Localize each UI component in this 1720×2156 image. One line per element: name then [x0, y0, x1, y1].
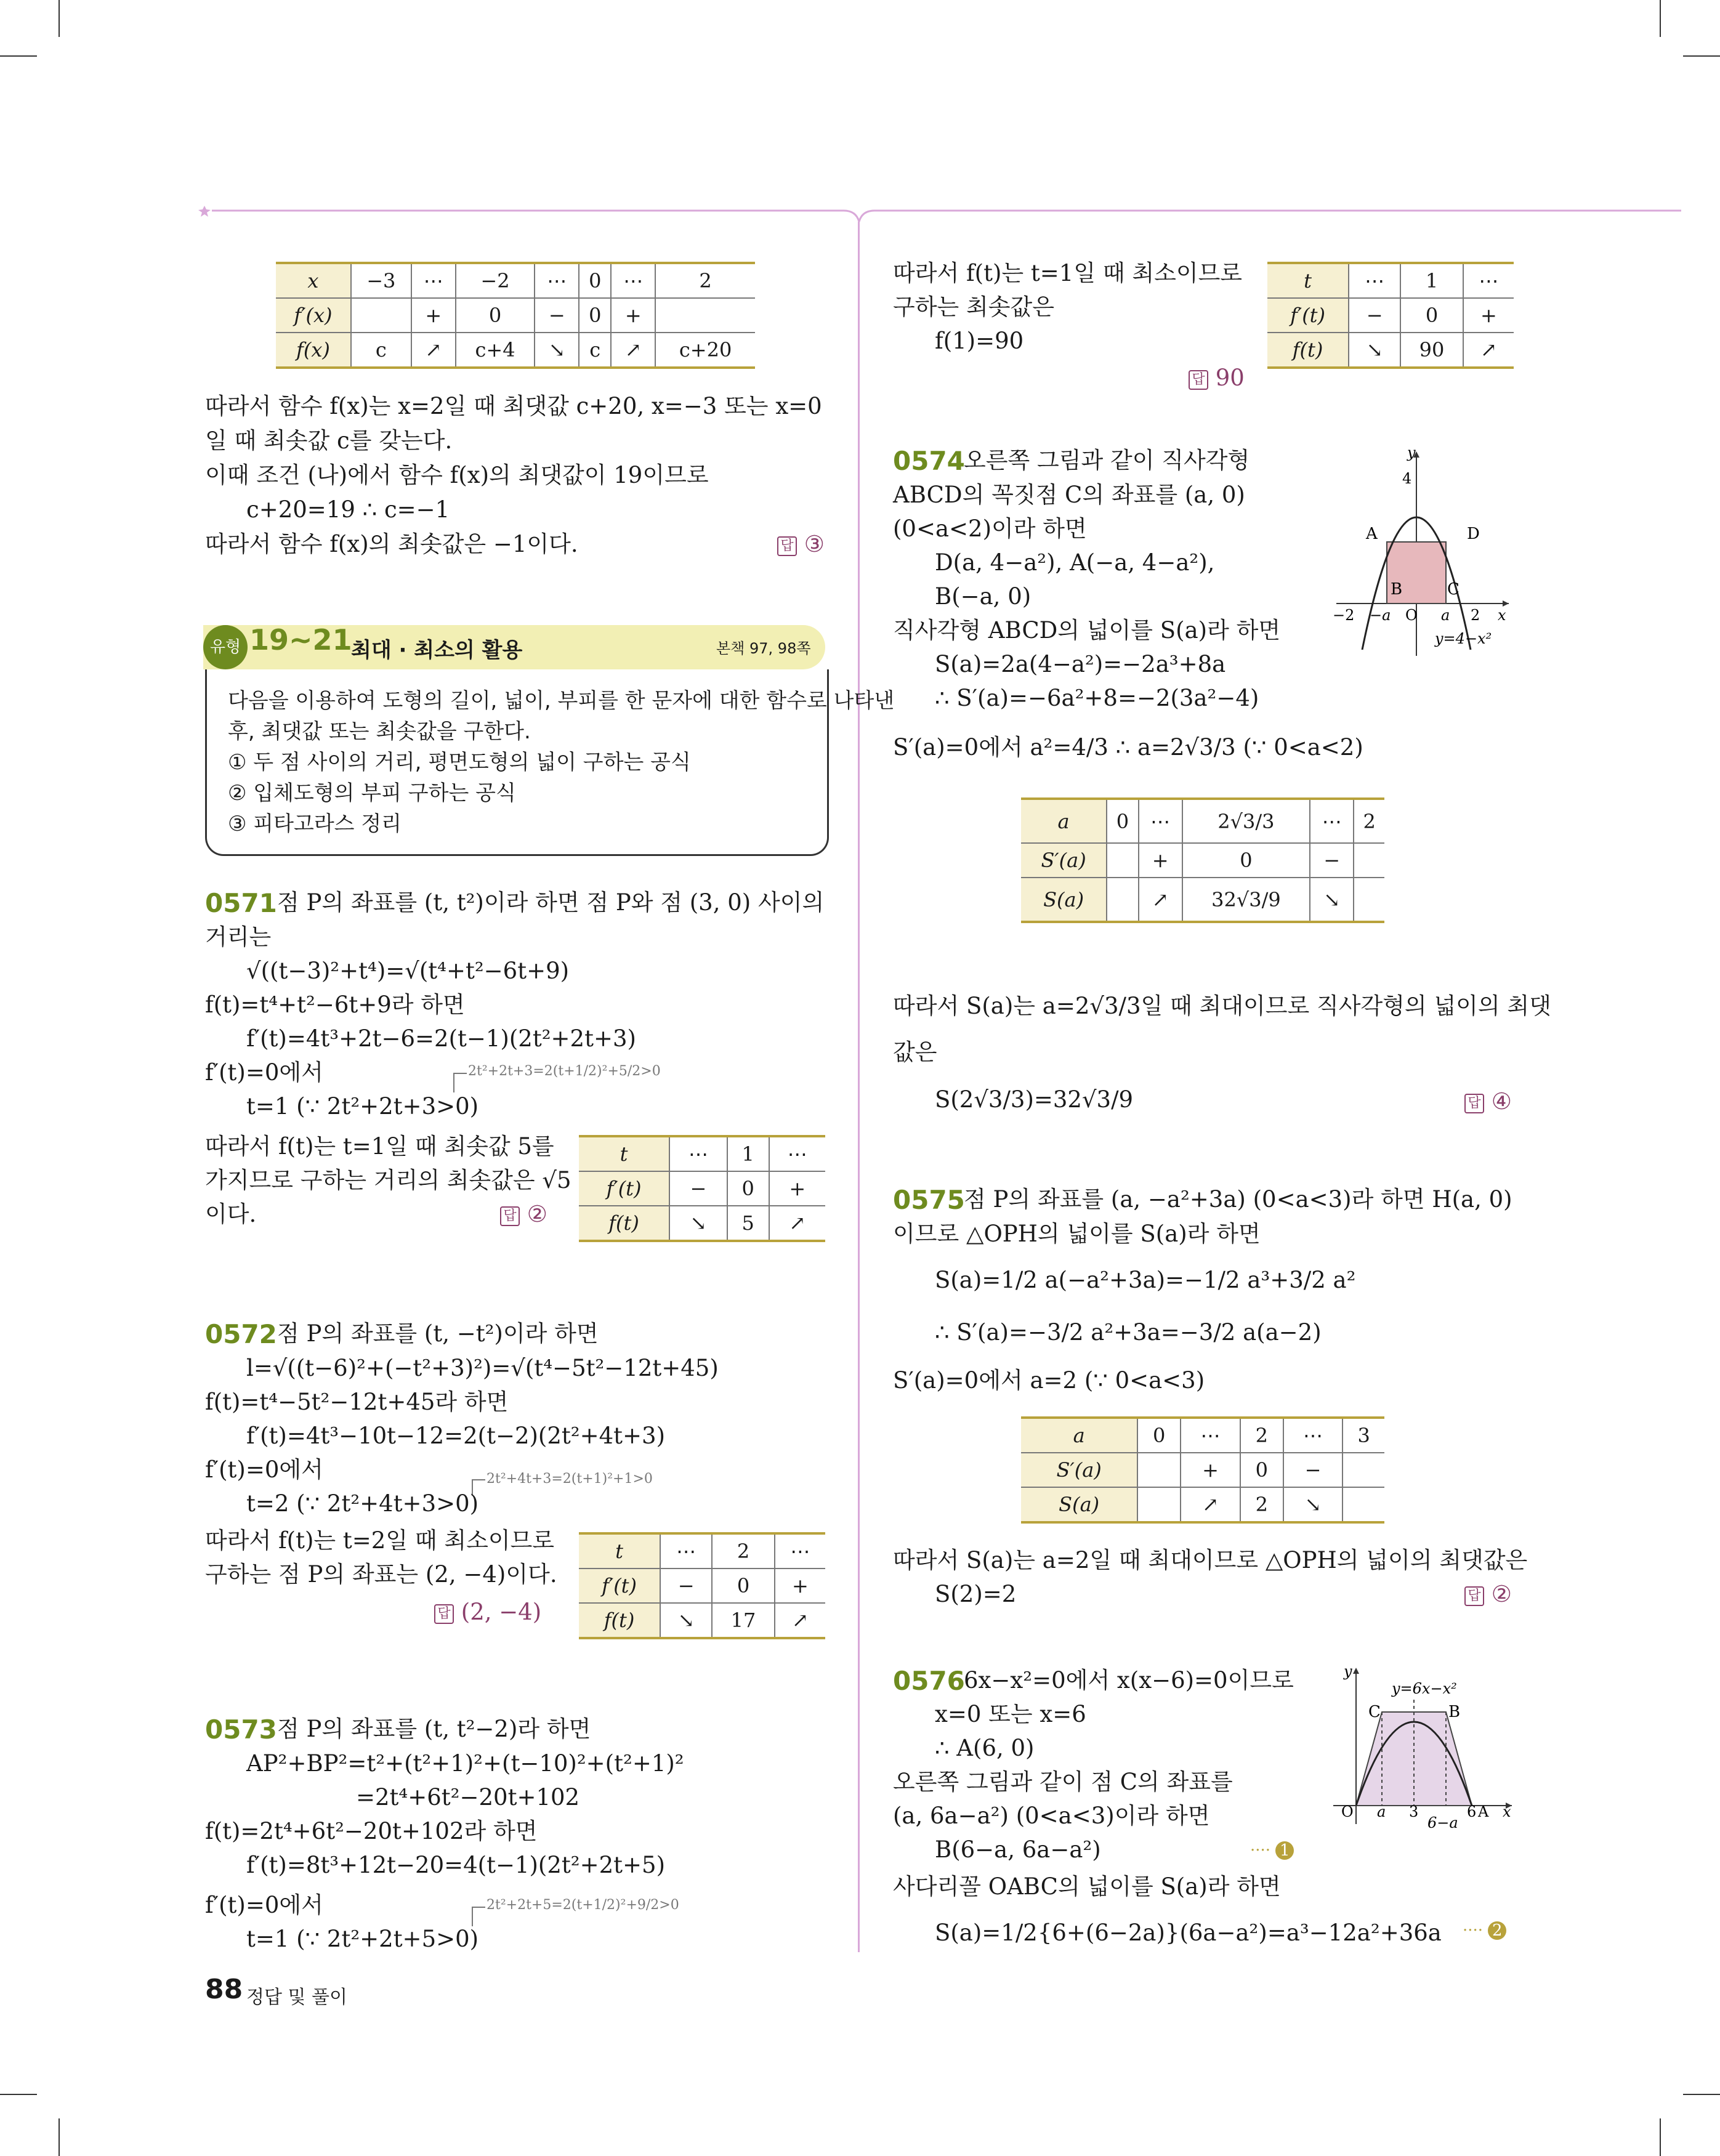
answer-icon: 답	[777, 536, 797, 556]
solution-line: 따라서 함수 f(x)의 최솟값은 −1이다.	[205, 531, 578, 557]
parabola-figure-0574	[1330, 446, 1515, 656]
point-label: B	[1448, 1703, 1461, 1721]
point-label: A	[1366, 525, 1378, 543]
solution-line: 직사각형 ABCD의 넓이를 S(a)라 하면	[893, 617, 1281, 644]
solution-line: f′(t)=0에서	[205, 1892, 323, 1918]
crop-mark	[0, 2094, 37, 2095]
solution-line: 이므로 △OPH의 넓이를 S(a)라 하면	[893, 1221, 1261, 1247]
solution-line: S(a)=1/2{6+(6−2a)}(6a−a²)=a³−12a²+36a	[935, 1920, 1442, 1946]
solution-line: 가지므로 구하는 거리의 최솟값은 √5	[205, 1167, 571, 1193]
table-row: f′(t) − 0 +	[579, 1171, 825, 1206]
table-row: a 0 ⋯ 2 ⋯ 3	[1021, 1418, 1384, 1453]
side-note: 2t²+2t+3=2(t+1/2)²+5/2>0	[468, 1064, 661, 1079]
problem-number: 0575	[893, 1185, 965, 1215]
variation-table-top-right	[1267, 262, 1514, 369]
solution-line: 값은	[893, 1039, 937, 1065]
answer-icon: 답	[1464, 1586, 1484, 1606]
solution-line: 구하는 최솟값은	[893, 294, 1054, 320]
variation-table-top	[276, 262, 755, 369]
solution-line: l=√((t−6)²+(−t²+3)²)=√(t⁴−5t²−12t+45)	[246, 1355, 719, 1381]
tick-label: −2	[1333, 607, 1355, 624]
solution-line: 점 P의 좌표를 (t, t²)이라 하면 점 P와 점 (3, 0) 사이의	[277, 889, 825, 916]
tick-label: 4	[1402, 470, 1412, 487]
solution-line: S(2√3/3)=32√3/9	[935, 1086, 1134, 1113]
axis-label: y	[1344, 1663, 1352, 1680]
solution-line: B(6−a, 6a−a²)	[935, 1836, 1101, 1863]
section-range: 19~21	[249, 623, 352, 656]
solution-line: 오른쪽 그림과 같이 직사각형	[964, 447, 1250, 474]
solution-line: 따라서 함수 f(x)는 x=2일 때 최댓값 c+20, x=−3 또는 x=0	[205, 393, 822, 419]
solution-line: S′(a)=0에서 a=2 (∵ 0<a<3)	[893, 1367, 1205, 1394]
header-rule	[197, 197, 1687, 228]
solution-line: (0<a<2)이라 하면	[893, 515, 1087, 542]
side-note: 2t²+4t+3=2(t+1)²+1>0	[487, 1471, 653, 1487]
solution-line: f′(t)=8t³+12t−20=4(t−1)(2t²+2t+5)	[246, 1852, 666, 1878]
axis-label: x	[1503, 1803, 1511, 1820]
section-badge: 유형	[203, 625, 248, 669]
crop-mark	[1660, 2118, 1661, 2156]
curve-label: y=4−x²	[1435, 630, 1492, 647]
solution-line: 거리는	[205, 924, 272, 950]
crop-mark	[1683, 55, 1720, 57]
solution-line: ∴ S′(a)=−3/2 a²+3a=−3/2 a(a−2)	[935, 1319, 1322, 1346]
solution-line: S(a)=2a(4−a²)=−2a³+8a	[935, 651, 1226, 677]
point-label: O	[1341, 1803, 1354, 1820]
solution-line: 따라서 S(a)는 a=2일 때 최대이므로 △OPH의 넓이의 최댓값은	[893, 1547, 1528, 1573]
solution-line: ABCD의 꼭짓점 C의 좌표를 (a, 0)	[893, 482, 1245, 508]
solution-line: S(2)=2	[935, 1581, 1017, 1607]
point-label: B	[1391, 580, 1403, 599]
point-label: C	[1447, 580, 1460, 599]
crop-mark	[0, 55, 37, 57]
answer-mark: 답 90	[1189, 363, 1245, 393]
answer-icon: 답	[434, 1604, 454, 1624]
tick-label: a	[1377, 1803, 1386, 1820]
solution-line: 사다리꼴 OABC의 넓이를 S(a)라 하면	[893, 1873, 1281, 1900]
side-note: 2t²+2t+5=2(t+1/2)²+9/2>0	[487, 1897, 679, 1913]
table-row: S′(a) + 0 −	[1021, 1453, 1384, 1487]
solution-line: (a, 6a−a²) (0<a<3)이라 하면	[893, 1803, 1210, 1829]
tick-label: 2	[1471, 607, 1480, 624]
answer-mark: 답 ③	[777, 530, 825, 559]
table-row: t ⋯ 1 ⋯	[1267, 263, 1514, 298]
solution-line: f(t)=t⁴−5t²−12t+45라 하면	[205, 1389, 509, 1415]
solution-line: 따라서 S(a)는 a=2√3/3일 때 최대이므로 직사각형의 넓이의 최댓	[893, 993, 1551, 1019]
solution-line: 점 P의 좌표를 (a, −a²+3a) (0<a<3)라 하면 H(a, 0)	[964, 1186, 1512, 1213]
answer-icon: 답	[500, 1206, 520, 1226]
solution-line: S(a)=1/2 a(−a²+3a)=−1/2 a³+3/2 a²	[935, 1267, 1356, 1293]
solution-line: 따라서 f(t)는 t=2일 때 최소이므로	[205, 1527, 555, 1554]
solution-line: 점 P의 좌표를 (t, −t²)이라 하면	[277, 1320, 599, 1347]
solution-line: S′(a)=0에서 a²=4/3 ∴ a=2√3/3 (∵ 0<a<2)	[893, 734, 1363, 761]
solution-line: c+20=19 ∴ c=−1	[246, 496, 450, 523]
answer-icon: 답	[1189, 370, 1208, 390]
table-row: a 0 ⋯ 2√3/3 ⋯ 2	[1021, 799, 1384, 843]
solution-line: 일 때 최솟값 c를 갖는다.	[205, 427, 453, 454]
tick-label: 3	[1409, 1803, 1419, 1820]
problem-number: 0576	[893, 1666, 965, 1696]
answer-mark: 답 ②	[500, 1200, 547, 1229]
variation-table-0574	[1021, 797, 1384, 923]
solution-line: =2t⁴+6t²−20t+102	[356, 1784, 580, 1811]
section-desc: 후, 최댓값 또는 최솟값을 구한다.	[228, 719, 531, 744]
solution-line: f(t)=2t⁴+6t²−20t+102라 하면	[205, 1818, 538, 1844]
step-marker-1: ···· 1	[1250, 1841, 1294, 1860]
parabola-figure-0576	[1330, 1663, 1515, 1829]
footer-title: 정답 및 풀이	[246, 1987, 347, 2008]
crop-mark	[59, 2118, 60, 2156]
problem-number: 0571	[205, 888, 277, 918]
table-row: x −3 ⋯ −2 ⋯ 0 ⋯ 2	[276, 263, 755, 298]
solution-line: f′(t)=4t³+2t−6=2(t−1)(2t²+2t+3)	[246, 1025, 636, 1052]
answer-icon: 답	[1464, 1094, 1484, 1113]
solution-line: 오른쪽 그림과 같이 점 C의 좌표를	[893, 1769, 1233, 1795]
crop-mark	[1683, 2094, 1720, 2095]
crop-mark	[1660, 0, 1661, 37]
solution-line: 구하는 점 P의 좌표는 (2, −4)이다.	[205, 1561, 557, 1588]
section-desc: 다음을 이용하여 도형의 길이, 넓이, 부피를 한 문자에 대한 함수로 나타낸	[228, 688, 895, 713]
table-row: f′(x) + 0 − 0 +	[276, 298, 755, 333]
curve-label: y=6x−x²	[1392, 1680, 1457, 1697]
table-row: t ⋯ 2 ⋯	[579, 1533, 825, 1569]
solution-line: f(1)=90	[935, 328, 1024, 354]
problem-number: 0574	[893, 446, 965, 476]
page-number: 88	[205, 1974, 243, 2005]
answer-mark: 답 (2, −4)	[434, 1597, 541, 1627]
solution-line: ∴ A(6, 0)	[935, 1735, 1035, 1761]
table-row: f(t) ↘ 5 ↗	[579, 1206, 825, 1241]
table-row: S(a) ↗ 2 ↘	[1021, 1487, 1384, 1522]
variation-table-0572	[579, 1532, 825, 1639]
table-row: t ⋯ 1 ⋯	[579, 1136, 825, 1171]
table-row: f(t) ↘ 90 ↗	[1267, 333, 1514, 368]
variation-table-0571	[579, 1135, 825, 1242]
solution-line: f(t)=t⁴+t²−6t+9라 하면	[205, 991, 465, 1018]
tick-label: a	[1441, 607, 1450, 624]
solution-line: 따라서 f(t)는 t=1일 때 최솟값 5를	[205, 1133, 554, 1160]
tick-label: 6	[1467, 1803, 1477, 1820]
section-desc: ① 두 점 사이의 거리, 평면도형의 넓이 구하는 공식	[228, 750, 691, 775]
table-row: f′(t) − 0 +	[1267, 298, 1514, 333]
solution-line: 6x−x²=0에서 x(x−6)=0이므로	[964, 1667, 1294, 1694]
problem-number: 0573	[205, 1714, 277, 1745]
solution-line: 이다.	[205, 1201, 257, 1227]
note-bracket	[472, 1907, 485, 1926]
tick-label: 6−a	[1427, 1814, 1458, 1829]
table-row: f(x) c ↗ c+4 ↘ c ↗ c+20	[276, 333, 755, 368]
answer-mark: 답 ④	[1464, 1087, 1512, 1116]
step-marker-2: ···· 2	[1463, 1921, 1506, 1940]
solution-line: t=2 (∵ 2t²+4t+3>0)	[246, 1490, 479, 1517]
table-row: f(t) ↘ 17 ↗	[579, 1603, 825, 1638]
solution-line: t=1 (∵ 2t²+2t+3>0)	[246, 1093, 479, 1120]
solution-line: ∴ S′(a)=−6a²+8=−2(3a²−4)	[935, 685, 1259, 711]
solution-line: 이때 조건 (나)에서 함수 f(x)의 최댓값이 19이므로	[205, 462, 709, 488]
solution-line: f′(t)=4t³−10t−12=2(t−2)(2t²+4t+3)	[246, 1423, 666, 1449]
solution-line: t=1 (∵ 2t²+2t+5>0)	[246, 1926, 479, 1952]
point-label: O	[1405, 607, 1418, 624]
solution-line: D(a, 4−a²), A(−a, 4−a²),	[935, 549, 1215, 576]
section-title: 최대 · 최소의 활용	[351, 638, 523, 663]
variation-table-0575	[1021, 1416, 1384, 1524]
answer-mark: 답 ②	[1464, 1580, 1512, 1609]
solution-line: 따라서 f(t)는 t=1일 때 최소이므로	[893, 260, 1243, 286]
section-desc: ③ 피타고라스 정리	[228, 812, 402, 836]
section-ref: 본책 97, 98쪽	[716, 640, 811, 657]
crop-mark	[59, 0, 60, 37]
note-bracket	[453, 1073, 467, 1092]
column-divider	[858, 222, 860, 1952]
table-row: S′(a) + 0 −	[1021, 843, 1384, 878]
problem-number: 0572	[205, 1319, 277, 1349]
point-label: A	[1478, 1803, 1489, 1820]
point-label: D	[1467, 525, 1480, 543]
axis-label: x	[1498, 607, 1506, 624]
tick-label: −a	[1370, 607, 1391, 624]
point-label: C	[1368, 1703, 1381, 1721]
solution-line: f′(t)=0에서	[205, 1059, 323, 1086]
section-desc: ② 입체도형의 부피 구하는 공식	[228, 781, 516, 805]
solution-line: x=0 또는 x=6	[935, 1701, 1086, 1727]
solution-line: f′(t)=0에서	[205, 1456, 323, 1483]
solution-line: B(−a, 0)	[935, 583, 1032, 610]
table-row: S(a) ↗ 32√3/9 ↘	[1021, 878, 1384, 922]
solution-line: √((t−3)²+t⁴)=√(t⁴+t²−6t+9)	[246, 958, 570, 984]
solution-line: AP²+BP²=t²+(t²+1)²+(t−10)²+(t²+1)²	[246, 1750, 684, 1777]
axis-label: y	[1407, 446, 1416, 461]
table-row: f′(t) − 0 +	[579, 1569, 825, 1603]
solution-line: 점 P의 좌표를 (t, t²−2)라 하면	[277, 1716, 591, 1742]
